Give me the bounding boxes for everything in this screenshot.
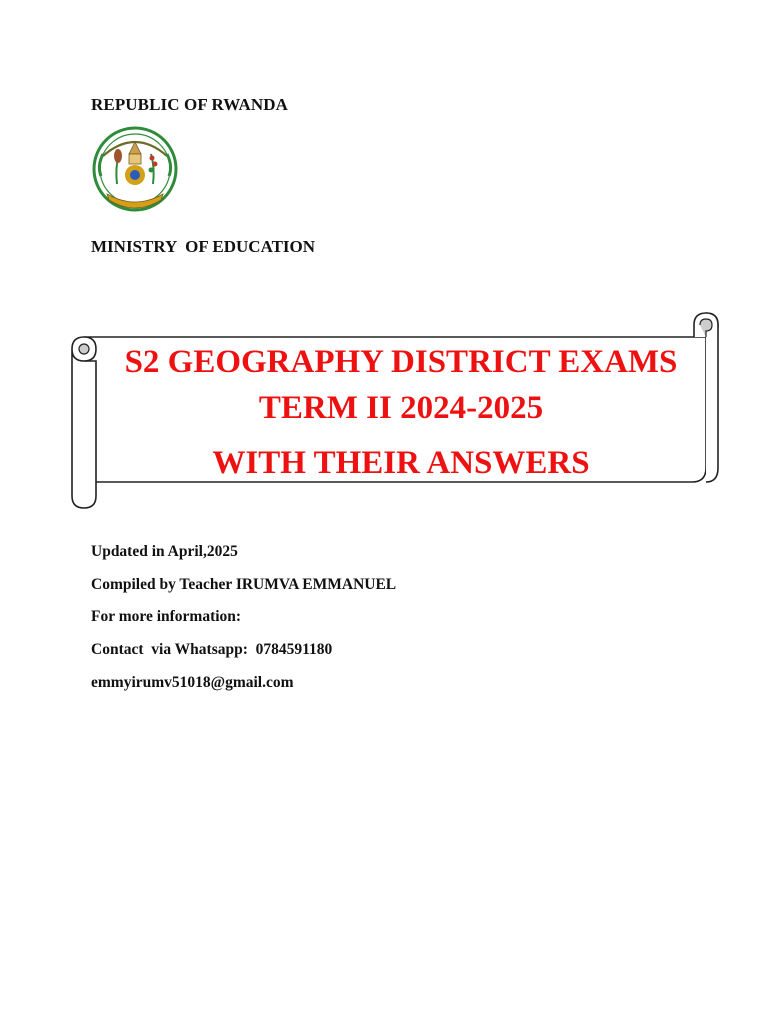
republic-heading: REPUBLIC OF RWANDA (91, 95, 289, 114)
banner-title-line-2: TERM II 2024-2025 (258, 390, 544, 426)
whatsapp-contact: Contact via Whatsapp: 0784591180 (91, 641, 333, 658)
ministry-heading: MINISTRY OF EDUCATION (91, 237, 316, 256)
more-info-label: For more information: (91, 608, 242, 625)
email-address: emmyirumv51018@gmail.com (91, 674, 294, 691)
compiled-by: Compiled by Teacher IRUMVA EMMANUEL (91, 576, 397, 593)
rwanda-coat-of-arms-icon (89, 126, 181, 216)
updated-date: Updated in April,2025 (91, 543, 238, 560)
banner-title-line-1: S2 GEOGRAPHY DISTRICT EXAMS (124, 344, 678, 380)
banner-title-line-3: WITH THEIR ANSWERS (212, 445, 590, 481)
